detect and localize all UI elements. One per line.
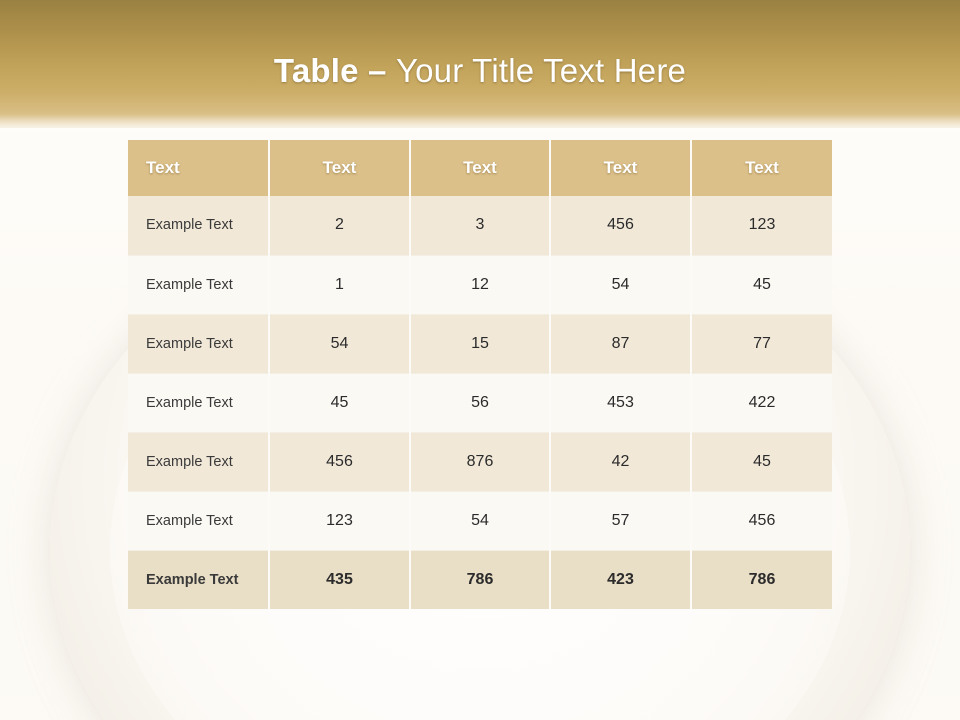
table-row: [128, 373, 832, 432]
cell-label: Example Text: [128, 314, 269, 373]
cell-label: Example Text: [128, 196, 269, 255]
column-header-0[interactable]: Text: [128, 140, 269, 196]
cell-value: 3: [410, 196, 550, 255]
table-row: [128, 491, 832, 550]
cell-value: 45: [269, 373, 410, 432]
cell-value: 57: [550, 491, 691, 550]
cell-value: 54: [550, 255, 691, 314]
column-header-1[interactable]: Text: [269, 140, 410, 196]
data-table-wrapper: [128, 140, 832, 609]
cell-value: 45: [691, 432, 832, 491]
cell-value: 123: [691, 196, 832, 255]
cell-value: 456: [550, 196, 691, 255]
cell-label: Example Text: [128, 432, 269, 491]
page-title-strong: Table –: [273, 52, 396, 89]
table-row-total: [128, 550, 832, 609]
cell-value: 1: [269, 255, 410, 314]
cell-value: 54: [410, 491, 550, 550]
cell-value: 123: [269, 491, 410, 550]
column-header-2[interactable]: Text: [410, 140, 550, 196]
cell-value: 423: [550, 550, 691, 609]
table-body: [128, 196, 832, 609]
table-row: [128, 314, 832, 373]
cell-value: 786: [691, 550, 832, 609]
cell-value: 456: [269, 432, 410, 491]
cell-value: 422: [691, 373, 832, 432]
cell-value: 56: [410, 373, 550, 432]
column-header-3[interactable]: Text: [550, 140, 691, 196]
table-header: [128, 140, 832, 196]
cell-value: 15: [410, 314, 550, 373]
table-header-row: [128, 140, 832, 196]
cell-value: 45: [691, 255, 832, 314]
cell-value: 42: [550, 432, 691, 491]
cell-value: 12: [410, 255, 550, 314]
table-row: [128, 196, 832, 255]
page-title: [0, 52, 960, 90]
cell-value: 77: [691, 314, 832, 373]
cell-value: 786: [410, 550, 550, 609]
cell-value: 54: [269, 314, 410, 373]
cell-value: 435: [269, 550, 410, 609]
cell-label: Example Text: [128, 255, 269, 314]
data-table: [128, 140, 832, 609]
cell-value: 87: [550, 314, 691, 373]
page-title-light: Your Title Text Here: [395, 52, 687, 89]
cell-label: Example Text: [128, 373, 269, 432]
cell-value: 876: [410, 432, 550, 491]
table-row: [128, 432, 832, 491]
cell-value: 453: [550, 373, 691, 432]
cell-value: 2: [269, 196, 410, 255]
cell-label: Example Text: [128, 491, 269, 550]
column-header-4[interactable]: Text: [691, 140, 832, 196]
cell-label: Example Text: [128, 550, 269, 609]
table-row: [128, 255, 832, 314]
cell-value: 456: [691, 491, 832, 550]
